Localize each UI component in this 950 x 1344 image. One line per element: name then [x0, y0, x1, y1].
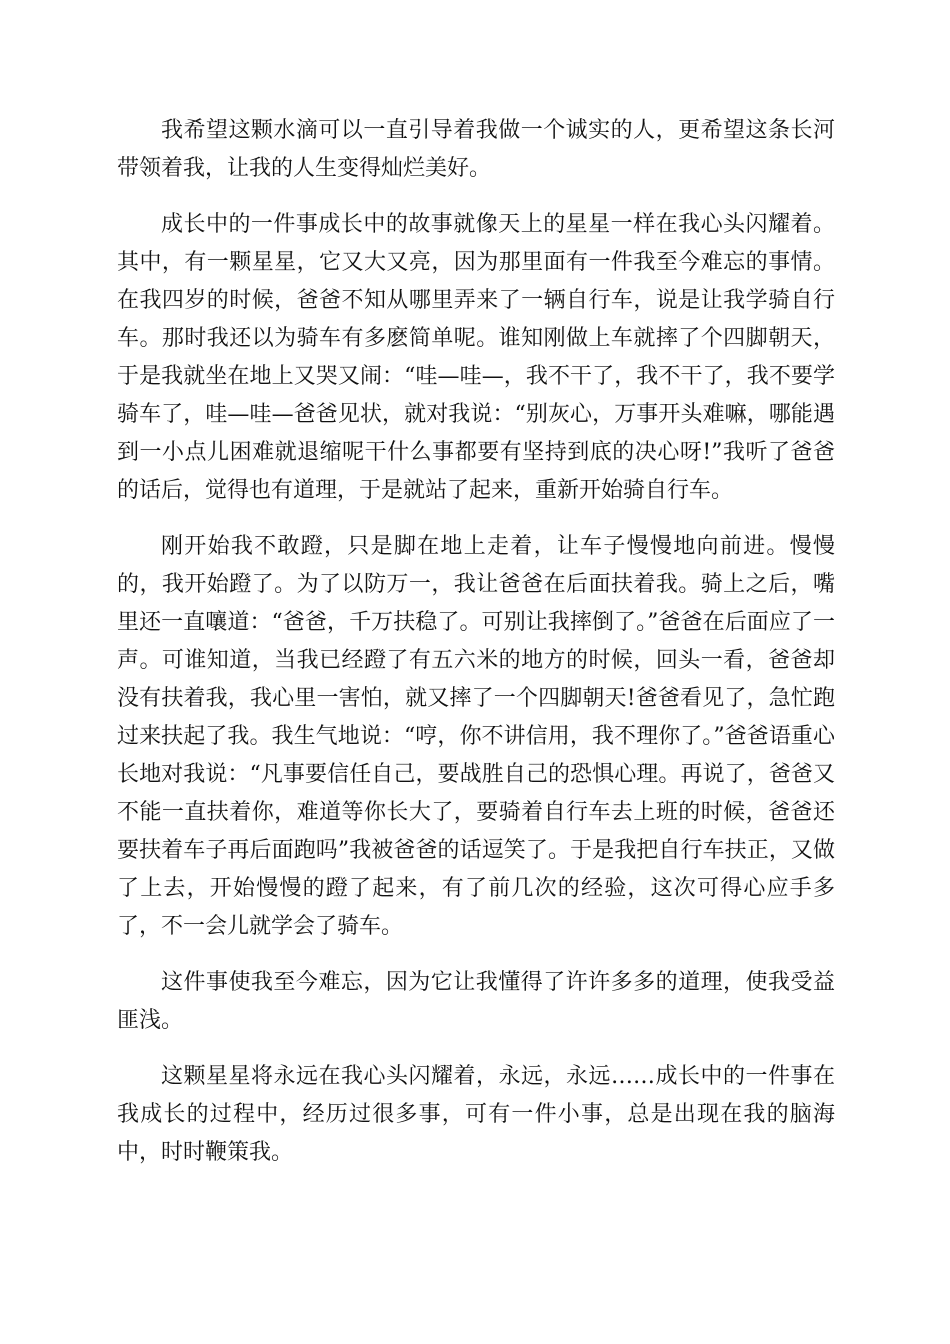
paragraph-2: 成长中的一件事成长中的故事就像天上的星星一样在我心头闪耀着。其中，有一颗星星，它又大又亮，因为那里面有一件我至今难忘的事情。在我四岁的时候，爸爸不知从哪里弄来了一辆自行车，说是让我学骑自行车。那时我还以为骑车有多麽简单呢。谁知刚做上车就摔了个四脚朝天，于是我就坐在地上又哭又闹：“哇—哇—，我不干了，我不干了，我不要学骑车了，哇—哇—爸爸见状，就对我说：“别灰心，万事开头难嘛，哪能遇到一小点儿困难就退缩呢干什么事都要有坚持到底的决心呀!”我听了爸爸的话后，觉得也有道理，于是就站了起来，重新开始骑自行车。 — [117, 212, 835, 503]
paragraph-3: 刚开始我不敢蹬，只是脚在地上走着，让车子慢慢地向前进。慢慢的，我开始蹬了。为了以防万一，我让爸爸在后面扶着我。骑上之后，嘴里还一直嚷道：“爸爸，千万扶稳了。可别让我摔倒了。”爸爸在后面应了一声。可谁知道，当我已经蹬了有五六米的地方的时候，回头一看，爸爸却没有扶着我，我心里一害怕，就又摔了一个四脚朝天!爸爸看见了，急忙跑过来扶起了我。我生气地说：“哼，你不讲信用，我不理你了。”爸爸语重心长地对我说：“凡事要信任自己，要战胜自己的恐惧心理。再说了，爸爸又不能一直扶着你，难道等你长大了，要骑着自行车去上班的时候，爸爸还要扶着车子再后面跑吗”我被爸爸的话逗笑了。于是我把自行车扶正，又做了上去，开始慢慢的蹬了起来，有了前几次的经验，这次可得心应手多了，不一会儿就学会了骑车。 — [117, 534, 835, 939]
paragraph-1: 我希望这颗水滴可以一直引导着我做一个诚实的人，更希望这条长河带领着我，让我的人生变得灿烂美好。 — [117, 118, 835, 181]
paragraph-5: 这颗星星将永远在我心头闪耀着，永远，永远……成长中的一件事在我成长的过程中，经历过很多事，可有一件小事，总是出现在我的脑海中，时时鞭策我。 — [117, 1064, 835, 1165]
document-body — [117, 112, 835, 1190]
paragraph-4: 这件事使我至今难忘，因为它让我懂得了许许多多的道理，使我受益匪浅。 — [117, 970, 835, 1033]
